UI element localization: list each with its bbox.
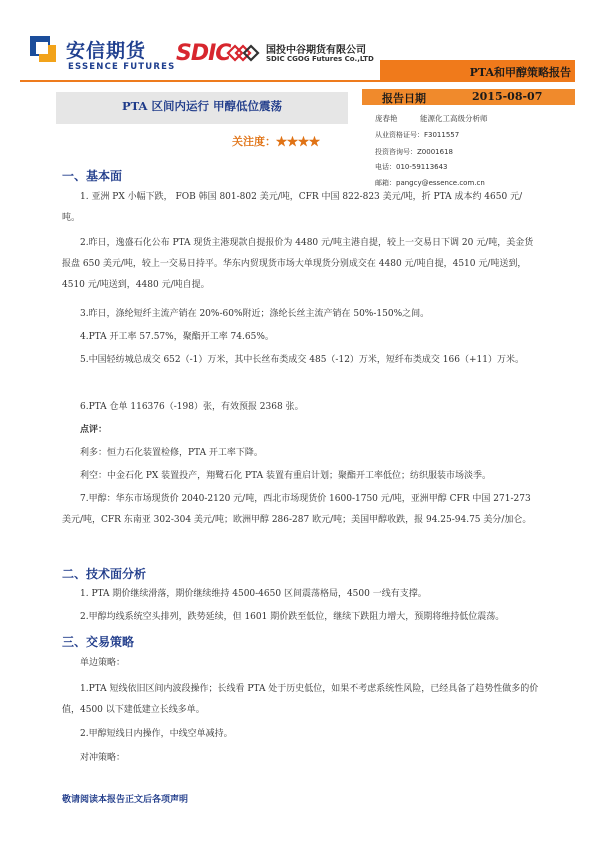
sdic-company-cn: 国投中谷期货有限公司 [266, 45, 366, 56]
strategy-paragraph-2: 2.甲醇短线日内操作，中线空单减持。 [80, 729, 233, 739]
hedge-strategy-label: 对冲策略： [80, 753, 126, 763]
attention-rating: 关注度：★★★★ [232, 135, 320, 148]
bearish-factors: 利空：中金石化 PX 装置投产，翔鹭石化 PTA 装置有重启计划；聚酯开工率低位；纺织服装市场淡季。 [80, 471, 491, 481]
strategy-paragraph-1: 1.PTA 短线依旧区间内波段操作；长线看 PTA 处于历史低位，如果不考虑系统性风险，已经具备了趋势性做多的价值，4500 以下建低建立长线多单。 [62, 684, 539, 715]
basic-paragraph-4: 4.PTA 开工率 57.57%，聚酯开工率 74.65%。 [80, 332, 274, 342]
report-type: PTA和甲醇策略报告 [469, 66, 571, 79]
section-strategy-heading: 三、交易策略 [62, 635, 135, 649]
tech-paragraph-1: 1. PTA 期价继续滑落，期价继续维持 4500-4650 区间震荡格局，4500 一线有支撑。 [80, 589, 427, 599]
bullish-factors: 利多：恒力石化装置检修，PTA 开工率下降。 [80, 448, 263, 458]
comment-label: 点评： [80, 425, 108, 435]
author-role: 能源化工高级分析师 [420, 114, 488, 123]
author-name: 庞春艳 [375, 114, 398, 123]
author-consult-number: 投资咨询号：Z0001618 [375, 148, 453, 156]
section-basic-heading: 一、基本面 [62, 169, 123, 183]
sdic-company-en: SDIC CGOG Futures Co.,LTD [266, 55, 374, 63]
basic-paragraph-3: 3.昨日，涤纶短纤主流产销在 20%-60%附近；涤纶长丝主流产销在 50%-150%之间。 [80, 309, 430, 319]
essence-logo-en: ESSENCE FUTURES [68, 62, 176, 72]
author-email[interactable]: 邮箱：pangcy@essence.com.cn [375, 179, 485, 187]
section-tech-heading: 二、技术面分析 [62, 567, 147, 581]
basic-paragraph-5: 5.中国轻纺城总成交 652（-1）万米，其中长丝布类成交 485（-12）万米，短纤布类成交 166（+11）万米。 [80, 355, 524, 365]
report-date-value: 2015-08-07 [472, 90, 543, 103]
basic-paragraph-7: 7.甲醇：华东市场现货价 2040-2120 元/吨，西北市场现货价 1600-1750 元/吨，亚洲甲醇 CFR 中国 271-273 美元/吨，CFR 东南亚 302-304 美元/吨；欧洲甲醇 286-287 欧元/吨；美国甲醇收跌，报 94.25-94.75 美分/加仑。 [62, 494, 532, 525]
report-date-label: 报告日期 [382, 92, 426, 105]
essence-logo-cn: 安信期货 [66, 40, 147, 62]
author-phone: 电话：010-59113643 [375, 163, 448, 171]
disclaimer-notice: 敬请阅读本报告正文后各项声明 [62, 795, 189, 805]
basic-paragraph-2: 2.昨日，逸盛石化公布 PTA 现货主港现款自提报价为 4480 元/吨主港自提，较上一交易日下调 20 元/吨，美金货报盘 650 美元/吨，较上一交易日持平。华东内贸现货市场大单现货分别成交在 4480 元/吨自提，4510 元/吨送到，4510 元/吨送到，4480 元/吨自提。 [62, 238, 534, 290]
sdic-logo-icon [226, 42, 260, 64]
report-title: PTA 区间内运行 甲醇低位震荡 [121, 99, 282, 113]
sdic-logo-text: SDIC [176, 41, 231, 66]
essence-logo-mark [30, 36, 58, 64]
header-divider [20, 80, 575, 82]
basic-paragraph-1: 1. 亚洲 PX 小幅下跌， FOB 韩国 801-802 美元/吨，CFR 中国 822-823 美元/吨，折 PTA 成本约 4650 元/吨。 [62, 192, 523, 223]
basic-paragraph-6: 6.PTA 仓单 116376（-198）张，有效预报 2368 张。 [80, 402, 304, 412]
single-strategy-label: 单边策略： [80, 658, 126, 668]
tech-paragraph-2: 2.甲醇均线系统空头排列，跌势延续，但 1601 期价跌至低位，继续下跌阻力增大，预期将维持低位震荡。 [80, 612, 505, 622]
author-qualification: 从业资格证号：F3011557 [375, 131, 460, 139]
